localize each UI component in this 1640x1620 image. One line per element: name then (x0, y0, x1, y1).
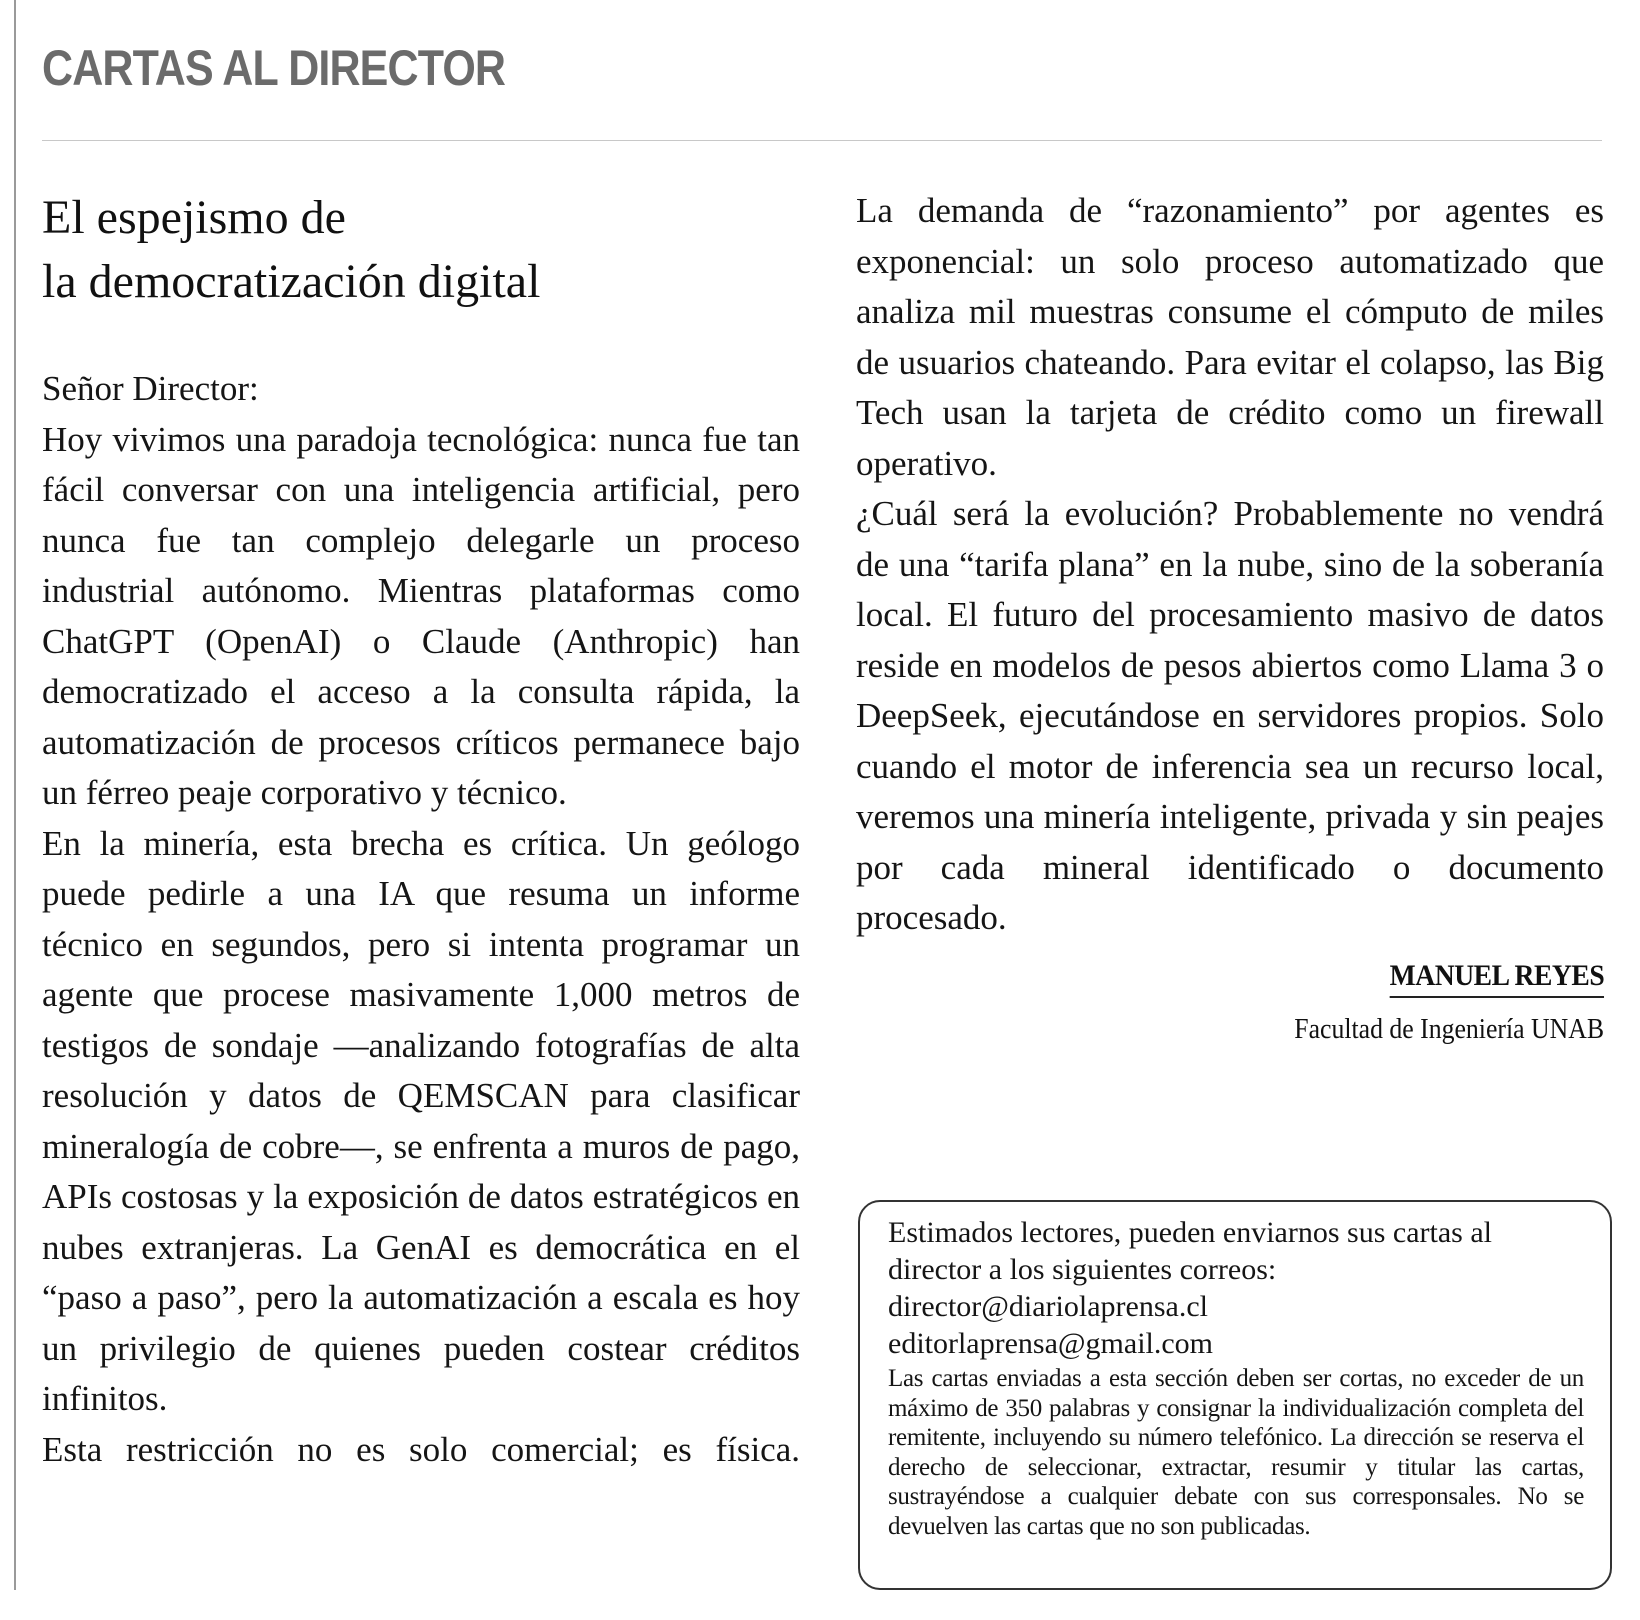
email-editor[interactable]: editorlaprensa@gmail.com (888, 1327, 1214, 1360)
letter-paragraph-3: Esta restricción no es solo comercial; es física. (42, 1429, 800, 1469)
letter-paragraph-1: Hoy vivimos una paradoja tecnológica: nunca fue tan fácil conversar con una inteligencia artificial, pero nunca fue tan complejo delegarle un proceso industrial autónomo. Mientras plataformas como ChatGPT (OpenAI) o Claude (Anthropic) han democratizado el acceso a la consulta rápida, la automatización de procesos críticos permanece bajo un férreo peaje corporativo y técnico. (42, 419, 800, 812)
notice-intro: Estimados lectores, pueden enviarnos sus cartas al director a los siguientes correos: (888, 1216, 1492, 1286)
letter-column-right (856, 186, 1604, 1058)
author-affiliation: Facultad de Ingeniería UNAB (1294, 1013, 1604, 1045)
notice-rules: Las cartas enviadas a esta sección deben ser cortas, no exceder de un máximo de 350 palabras y consignar la individualización completa del remitente, incluyendo su número telefónico. La dirección se reserva el derecho de seleccionar, extractar, resumir y titular las cartas, sustrayéndose a cualquier debate con sus corresponsales. No se devuelven las cartas que no son publicadas. (888, 1365, 1584, 1540)
letter-paragraph-3-continued: La demanda de “razonamiento” por agentes es exponencial: un solo proceso automatizado que analiza mil muestras consume el cómputo de miles de usuarios chateando. Para evitar el colapso, las Big Tech usan la tarjeta de crédito como un firewall operativo. (856, 191, 1604, 483)
author-name: MANUEL REYES (1389, 956, 1604, 998)
headline-line-1: El espejismo de (42, 191, 346, 244)
letter-body-right (856, 186, 1604, 944)
left-margin-rule (14, 0, 16, 1590)
letter-headline (42, 186, 800, 314)
signature-block (856, 956, 1604, 1058)
letter-body-left (42, 364, 800, 1475)
email-director[interactable]: director@diariolaprensa.cl (888, 1290, 1208, 1323)
letter-paragraph-2: En la minería, esta brecha es crítica. Un geólogo puede pedirle a una IA que resuma un informe técnico en segundos, pero si intenta programar un agente que procese masivamente 1,000 metros de testigos de sondaje —analizando fotografías de alta resolución y datos de QEMSCAN para clasificar mineralogía de cobre—, se enfrenta a muros de pago, APIs costosas y la exposición de datos estratégicos en nubes extranjeras. La GenAI es democrática en el “paso a paso”, pero la automatización a escala es hoy un privilegio de quienes pueden costear créditos infinitos. (42, 823, 800, 1418)
header-divider (42, 140, 1602, 141)
submission-notice-box (858, 1200, 1612, 1590)
section-title: CARTAS AL DIRECTOR (42, 40, 506, 96)
letter-column-left (42, 186, 800, 1475)
headline-line-2: la democratización digital (42, 255, 541, 308)
letter-salutation: Señor Director: (42, 369, 259, 408)
letter-paragraph-4: ¿Cuál será la evolución? Probablemente no vendrá de una “tarifa plana” en la nube, sino de la soberanía local. El futuro del procesamiento masivo de datos reside en modelos de pesos abiertos como Llama 3 o DeepSeek, ejecutándose en servidores propios. Solo cuando el motor de inferencia sea un recurso local, veremos una minería inteligente, privada y sin peajes por cada mineral identificado o documento procesado. (856, 494, 1604, 937)
